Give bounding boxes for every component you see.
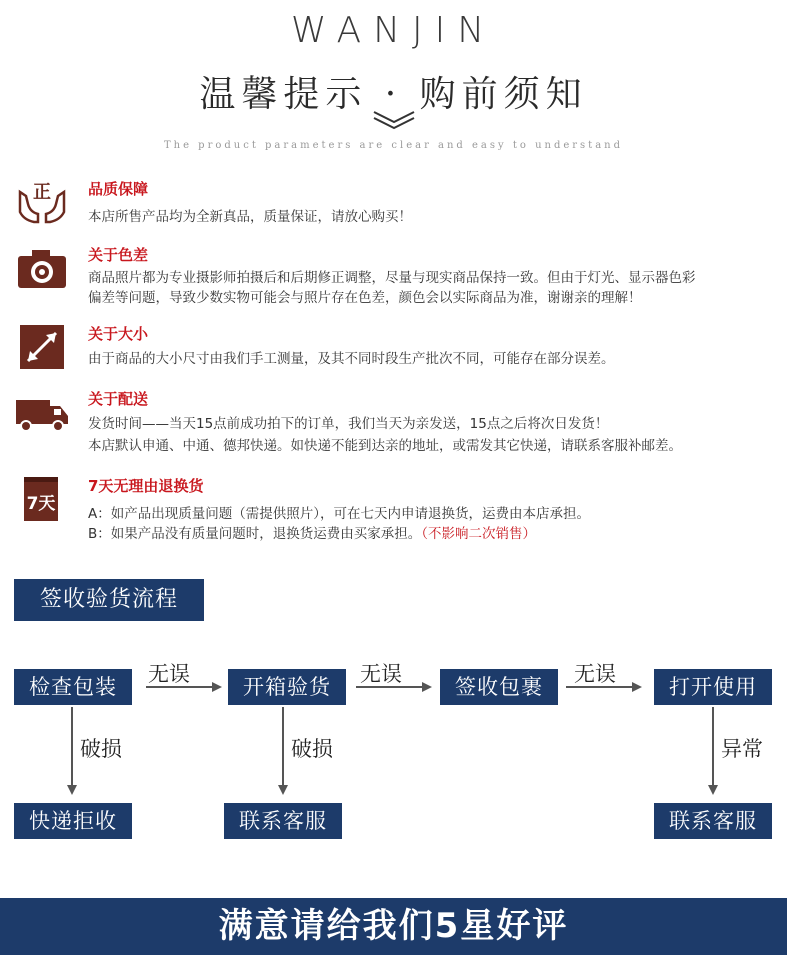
notice-heading: 关于大小 <box>88 325 149 343</box>
notice-text: 本店所售产品均为全新真品，质量保证，请放心购买！ <box>88 209 412 225</box>
flow-step-check-package: 检查包装 <box>14 669 132 705</box>
notice-heading: 7天无理由退换货 <box>88 477 204 495</box>
flow-outcome-reject-delivery: 快递拒收 <box>14 803 132 839</box>
page-title: 温馨提示 · 购前须知 <box>199 74 588 115</box>
notice-text: 发货时间——当天15点前成功拍下的订单，我们当天为亲发送，15点之后将次日发货！ <box>88 416 609 432</box>
flow-outcome-contact-service: 联系客服 <box>654 803 772 839</box>
edge-label-damaged: 破损 <box>80 737 122 761</box>
notice-text: A：如产品出现质量问题（需提供照片），可在七天内申请退换货，运费由本店承担。 <box>88 506 590 522</box>
notice-heading: 品质保障 <box>88 180 149 198</box>
edge-label-ok: 无误 <box>148 662 190 686</box>
svg-text:正: 正 <box>33 182 51 203</box>
notice-text: 商品照片都为专业摄影师拍摄后和后期修正调整，尽量与现实商品保持一致。但由于灯光、显示器色彩 <box>88 270 696 286</box>
notice-text: 由于商品的大小尺寸由我们手工测量，及其不同时段生产批次不同，可能存在部分误差。 <box>88 351 615 367</box>
page-subtitle: The product parameters are clear and easy to understand <box>163 140 624 151</box>
notice-text: 本店默认申通、中通、德邦快递。如快递不能到达亲的地址，或需发其它快递，请联系客服补邮差。 <box>88 438 682 454</box>
svg-text:7天: 7天 <box>26 494 56 514</box>
flow-step-unbox-inspect: 开箱验货 <box>228 669 346 705</box>
edge-label-ok: 无误 <box>360 662 402 686</box>
edge-label-abnormal: 异常 <box>721 737 763 761</box>
footer-rating-banner: 满意请给我们5星好评 <box>0 898 787 955</box>
flow-outcome-contact-service: 联系客服 <box>224 803 342 839</box>
brand-logo: WANJIN <box>290 10 497 51</box>
flow-title-text: 签收验货流程 <box>39 587 178 612</box>
notice-heading: 关于配送 <box>88 390 149 408</box>
notice-heading: 关于色差 <box>88 246 149 264</box>
notice-text-main: B：如果产品没有质量问题时，退换货运费由买家承担。 <box>88 526 422 542</box>
flow-step-sign-package: 签收包裹 <box>440 669 558 705</box>
notice-note: （不影响二次销售） <box>421 526 537 542</box>
edge-label-damaged: 破损 <box>291 737 333 761</box>
flow-step-open-use: 打开使用 <box>654 669 772 705</box>
edge-label-ok: 无误 <box>574 662 616 686</box>
notice-text: 偏差等问题，导致少数实物可能会与照片存在色差，颜色会以实际商品为准，谢谢亲的理解！ <box>88 290 642 306</box>
